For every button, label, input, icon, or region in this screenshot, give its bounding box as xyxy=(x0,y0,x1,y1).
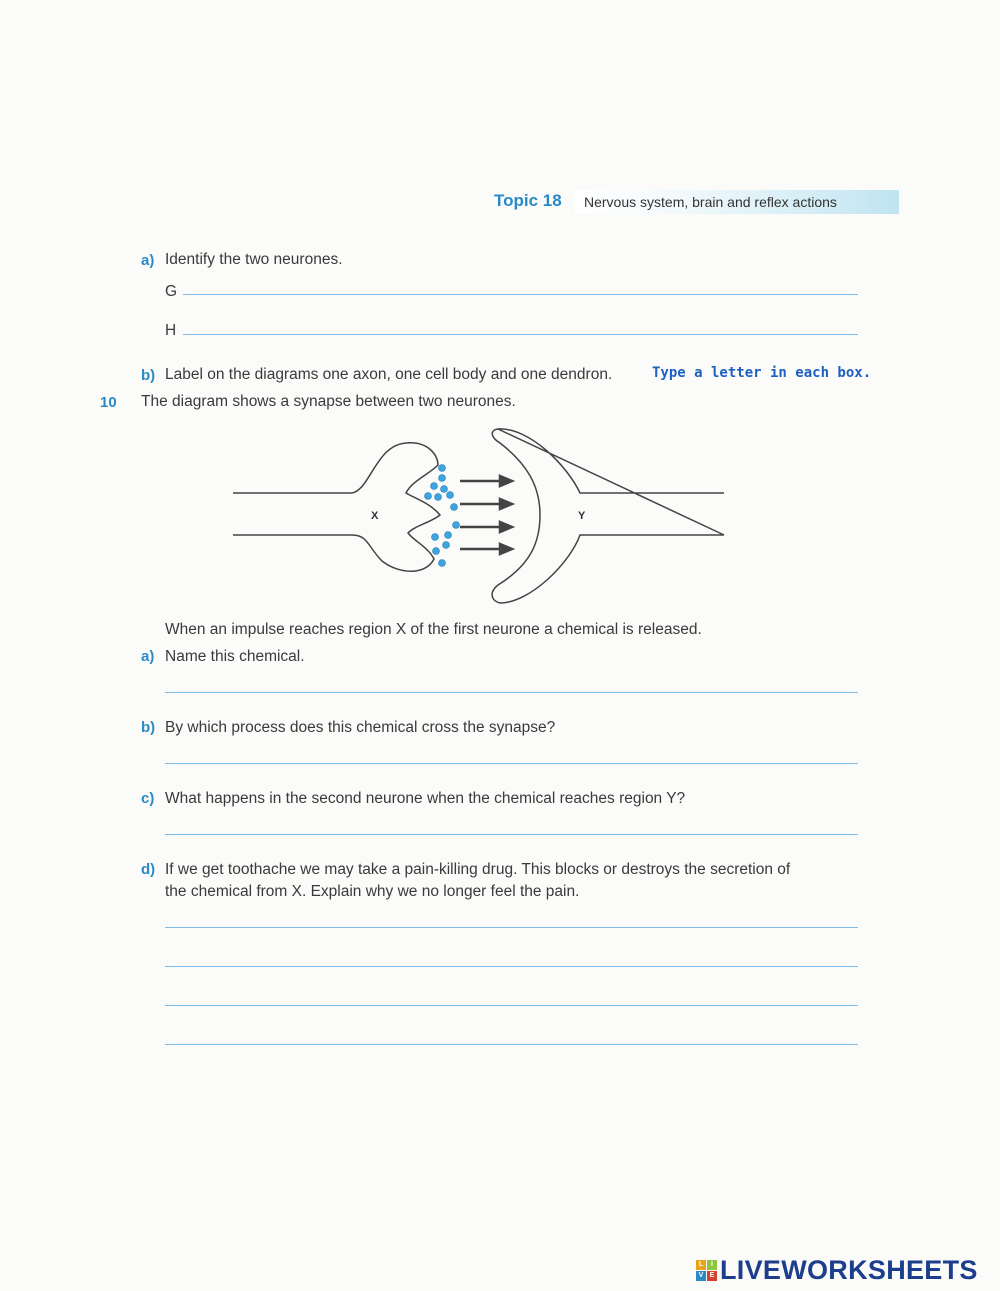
q10d-label: d) xyxy=(141,861,156,878)
logo-block-v: V xyxy=(696,1271,706,1281)
q10d-answer-line-4[interactable] xyxy=(165,1044,858,1045)
q10-intro: The diagram shows a synapse between two neurones. xyxy=(141,393,516,410)
answer-h-label: H xyxy=(165,322,177,339)
liveworksheets-logo xyxy=(696,1255,978,1286)
answer-g-line[interactable] xyxy=(183,294,858,295)
second-neurone-outline xyxy=(492,429,724,603)
vesicle xyxy=(443,542,450,549)
vesicle xyxy=(439,465,446,472)
vesicle xyxy=(447,492,454,499)
synapse-diagram xyxy=(230,423,730,608)
q9b-text: Label on the diagrams one axon, one cell body and one dendron. xyxy=(165,366,613,383)
arrow-head-2 xyxy=(500,499,512,509)
q10c-text: What happens in the second neurone when the chemical reaches region Y? xyxy=(165,790,686,807)
vesicle xyxy=(431,483,438,490)
vesicle xyxy=(441,486,448,493)
q10c-label: c) xyxy=(141,790,155,807)
q10d-text-line1: If we get toothache we may take a pain-killing drug. This blocks or destroys the secretion of xyxy=(165,861,791,878)
q10b-label: b) xyxy=(141,719,156,736)
first-neurone-outline xyxy=(233,443,440,571)
q10-context: When an impulse reaches region X of the first neurone a chemical is released. xyxy=(165,621,702,638)
vesicle xyxy=(451,504,458,511)
logo-text: LIVEWORKSHEETS xyxy=(720,1255,978,1285)
q10a-answer-line[interactable] xyxy=(165,692,858,693)
topic-number: Topic 18 xyxy=(494,191,562,210)
arrow-head-4 xyxy=(500,544,512,554)
q10a-label: a) xyxy=(141,648,155,665)
q10-number: 10 xyxy=(100,394,117,411)
q10d-answer-line-1[interactable] xyxy=(165,927,858,928)
diagram-label-y: Y xyxy=(578,510,586,522)
vesicle xyxy=(433,548,440,555)
vesicle xyxy=(435,494,442,501)
q9a-label: a) xyxy=(141,252,155,269)
q10d-answer-line-2[interactable] xyxy=(165,966,858,967)
q10a-text: Name this chemical. xyxy=(165,648,305,665)
q10d-answer-line-3[interactable] xyxy=(165,1005,858,1006)
q9b-label: b) xyxy=(141,367,156,384)
diagram-label-x: X xyxy=(371,510,379,522)
instruction-text: Type a letter in each box. xyxy=(652,365,872,381)
topic-title: Nervous system, brain and reflex actions xyxy=(584,194,837,210)
answer-h-line[interactable] xyxy=(183,334,858,335)
vesicle xyxy=(425,493,432,500)
logo-block-l: L xyxy=(696,1260,706,1270)
arrow-head-1 xyxy=(500,476,512,486)
q10b-text: By which process does this chemical cross the synapse? xyxy=(165,719,556,736)
logo-blocks-icon xyxy=(696,1260,717,1281)
q10c-answer-line[interactable] xyxy=(165,834,858,835)
arrow-head-3 xyxy=(500,522,512,532)
vesicle xyxy=(432,534,439,541)
vesicle xyxy=(439,560,446,567)
vesicle xyxy=(439,475,446,482)
q10d-text-line2: the chemical from X. Explain why we no longer feel the pain. xyxy=(165,883,580,900)
vesicle xyxy=(445,532,452,539)
logo-block-i: I xyxy=(707,1260,717,1270)
vesicle xyxy=(453,522,460,529)
logo-block-e: E xyxy=(707,1271,717,1281)
q10b-answer-line[interactable] xyxy=(165,763,858,764)
answer-g-label: G xyxy=(165,283,178,300)
q9a-text: Identify the two neurones. xyxy=(165,251,343,268)
